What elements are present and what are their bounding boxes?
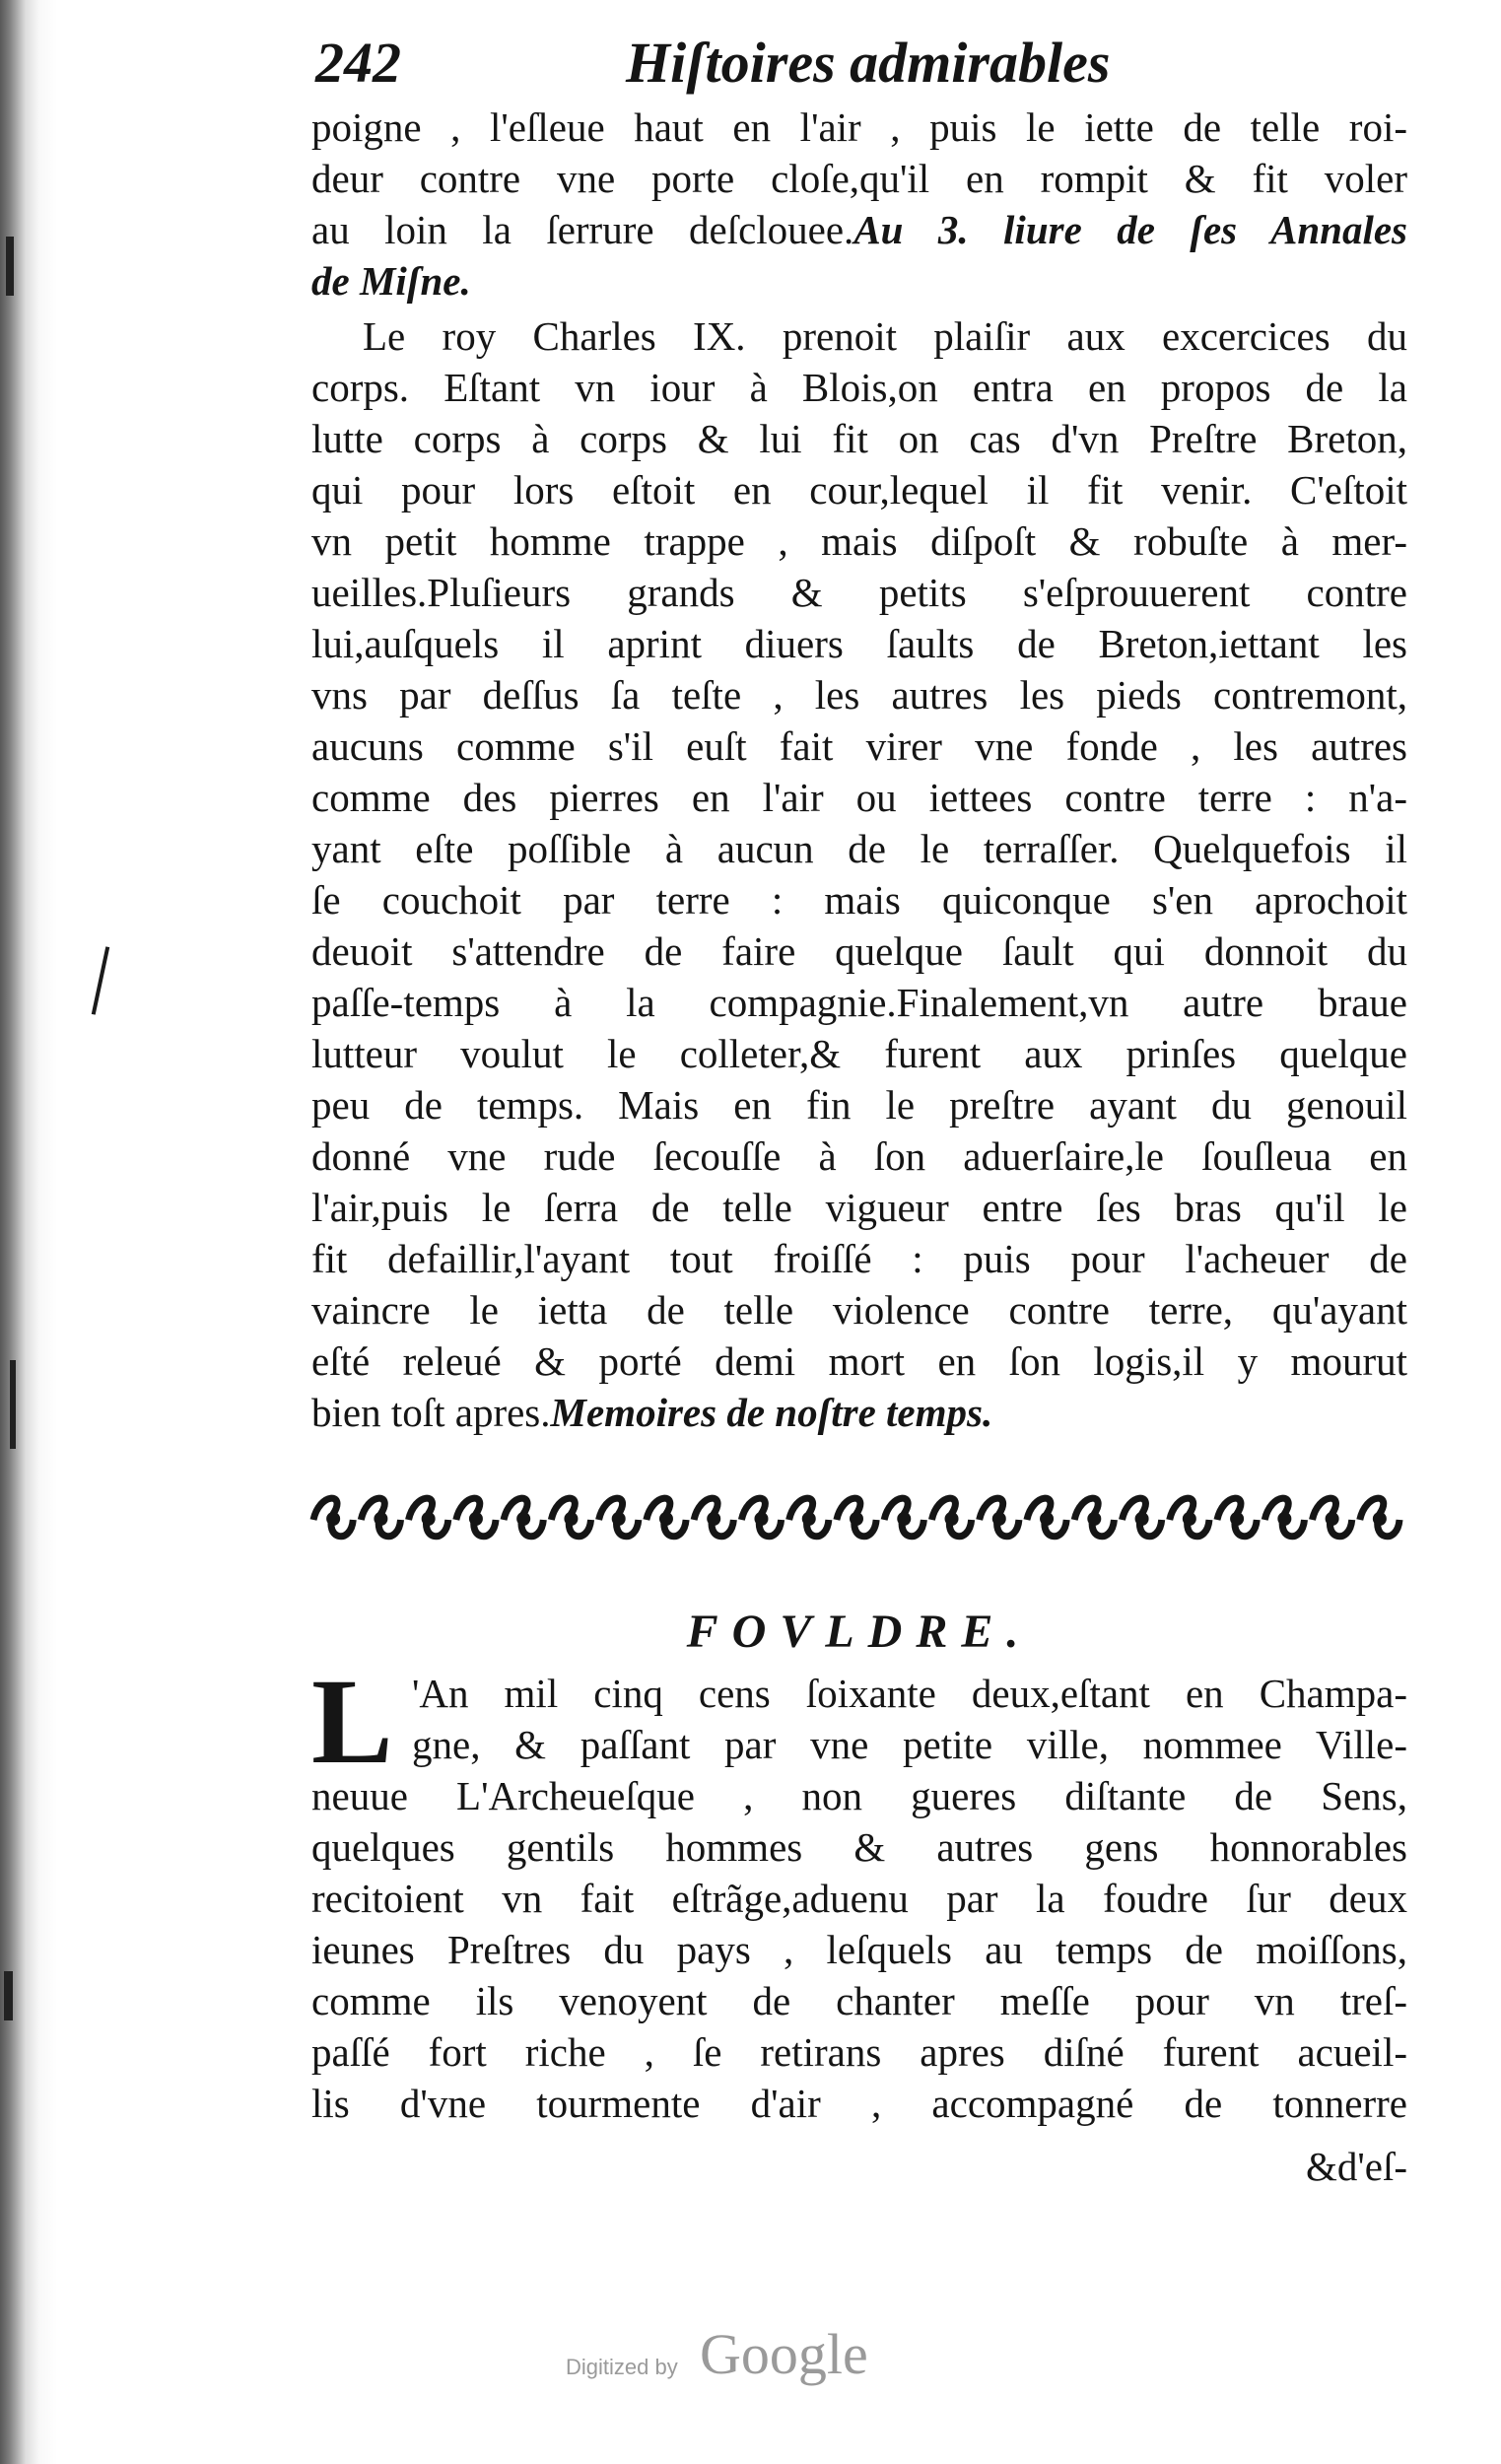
binding-mark — [4, 1971, 13, 2020]
text-line: 'An mil cinq cens ſoixante deux,eſtant en Champa- — [412, 1671, 1407, 1716]
section-charles-ix — [311, 310, 1407, 1438]
ornament-dot — [850, 1512, 863, 1526]
running-title: Hiſtoires admirables — [626, 31, 1111, 95]
ornament-dot — [897, 1512, 911, 1526]
ornament-dot — [1326, 1512, 1339, 1526]
ornament-dot — [1230, 1512, 1244, 1526]
page-number: 242 — [315, 31, 401, 95]
text-line: lui,auſquels il aprint diuers ſaults de Breton,iettant les — [311, 621, 1407, 666]
citation-line: de Miſne. — [311, 258, 471, 304]
text-line: poigne , l'eſleue haut en l'air , puis le iette de telle roi- — [311, 104, 1407, 150]
ornament-dot — [1135, 1512, 1149, 1526]
ornament-dot — [1277, 1512, 1291, 1526]
ornament-dot — [469, 1512, 483, 1526]
binding-mark — [6, 237, 14, 296]
text-line: neuue L'Archeueſque , non gueres diſtante de Sens, — [311, 1773, 1407, 1818]
section-foudre — [311, 1654, 1407, 2129]
text-line: yant eſte poſſible à aucun de le terraſſer. Quelquefois il — [311, 826, 1407, 871]
text-line — [311, 204, 1407, 255]
text-line: vn petit homme trappe , mais diſpoſt & robuſte à mer- — [311, 518, 1407, 564]
text-line: paſſé fort riche , ſe retirans apres diſné furent acueil- — [311, 2029, 1407, 2075]
text-line: ieunes Preſtres du pays , leſquels au temps de moiſſons, — [311, 1927, 1407, 1972]
ornament-dot — [612, 1512, 626, 1526]
ornament-dot — [326, 1512, 340, 1526]
text-line: vaincre le ietta de telle violence contre terre, qu'ayant — [311, 1287, 1407, 1333]
section-heading: FOVLDRE. — [686, 1606, 1033, 1658]
text-line: lis d'vne tourmente d'air , accompagné de tonnerre — [311, 2081, 1407, 2126]
text-line: ueilles.Pluſieurs grands & petits s'eſprouuerent contre — [311, 570, 1407, 615]
text-line: eſté releué & porté demi mort en ſon logis,il y mourut — [311, 1338, 1407, 1384]
watermark-logo: Google — [700, 2322, 868, 2386]
text-line: lutteur voulut le colleter,& furent aux prinſes quelque — [311, 1031, 1407, 1076]
page-header — [315, 28, 1202, 104]
ornament-band — [309, 1484, 1403, 1553]
text-line: deuoit s'attendre de faire quelque ſault qui donnoit du — [311, 928, 1407, 974]
citation: Memoires de noſtre temps. — [550, 1390, 993, 1435]
digitization-watermark — [552, 2321, 966, 2400]
ornament-dot — [659, 1512, 673, 1526]
ornament-dot — [374, 1512, 387, 1526]
ornament-dot — [1087, 1512, 1101, 1526]
text-line: ſe couchoit par terre : mais quiconque s'en aprochoit — [311, 877, 1407, 923]
text-line: corps. Eſtant vn iour à Blois,on entra en propos de la — [311, 365, 1407, 410]
ornament-dot — [1373, 1512, 1387, 1526]
text-fragment: au loin la ſerrure deſclouee. — [311, 207, 854, 252]
text-line — [311, 1387, 1407, 1438]
text-line: qui pour lors eſtoit en cour,lequel il fit venir. C'eſtoit — [311, 467, 1407, 513]
text-line: paſſe-temps à la compagnie.Finalement,vn autre braue — [311, 980, 1407, 1025]
text-line: aucuns comme s'il euſt fait virer vne fonde , les autres — [311, 723, 1407, 769]
text-line: comme des pierres en l'air ou iettees contre terre : n'a- — [311, 775, 1407, 820]
ornament-dot — [516, 1512, 530, 1526]
text-line: Le roy Charles IX. prenoit plaiſir aux excercices du — [363, 313, 1407, 359]
text-line: donné vne rude ſecouſſe à ſon aduerſaire,le ſouſleua en — [311, 1133, 1407, 1179]
ornament-dot — [992, 1512, 1006, 1526]
text-fragment: bien toſt apres. — [311, 1390, 551, 1435]
text-line: deur contre vne porte cloſe,qu'il en rompit & fit voler — [311, 156, 1407, 201]
text-line: l'air,puis le ſerra de telle vigueur entre ſes bras qu'il le — [311, 1185, 1407, 1230]
binding-mark — [10, 1360, 16, 1449]
text-line: peu de temps. Mais en fin le preſtre ayant du genouil — [311, 1082, 1407, 1128]
catchword: &d'eſ- — [1305, 2144, 1407, 2189]
text-line: quelques gentils hommes & autres gens honnorables — [311, 1824, 1407, 1870]
ornament-dot — [707, 1512, 720, 1526]
text-line: recitoient vn fait eſtrãge,aduenu par la foudre ſur deux — [311, 1876, 1407, 1921]
citation: Au 3. liure de ſes Annales — [853, 207, 1408, 252]
ornament-dot — [564, 1512, 578, 1526]
text-line: lutte corps à corps & lui fit on cas d'vn Preſtre Breton, — [311, 416, 1407, 461]
binding-shadow — [0, 0, 57, 2464]
drop-cap: L — [311, 1654, 393, 1789]
text-line: comme ils venoyent de chanter meſſe pour vn treſ- — [311, 1978, 1407, 2023]
ornament-dot — [802, 1512, 816, 1526]
ornament-dot — [422, 1512, 436, 1526]
margin-mark — [92, 946, 109, 1014]
text-line: vns par deſſus ſa teſte , les autres les pieds contremont, — [311, 672, 1407, 718]
ornament-dot — [945, 1512, 959, 1526]
text-line: gne, & paſſant par vne petite ville, nommee Ville- — [412, 1722, 1407, 1767]
section-continuation — [311, 102, 1407, 307]
ornament-dot — [1040, 1512, 1054, 1526]
ornament-dot — [754, 1512, 768, 1526]
watermark-caption: Digitized by — [566, 2355, 678, 2379]
ornament-dot — [1183, 1512, 1196, 1526]
text-line: fit defaillir,l'ayant tout froiſſé : puis pour l'acheuer de — [311, 1236, 1407, 1281]
